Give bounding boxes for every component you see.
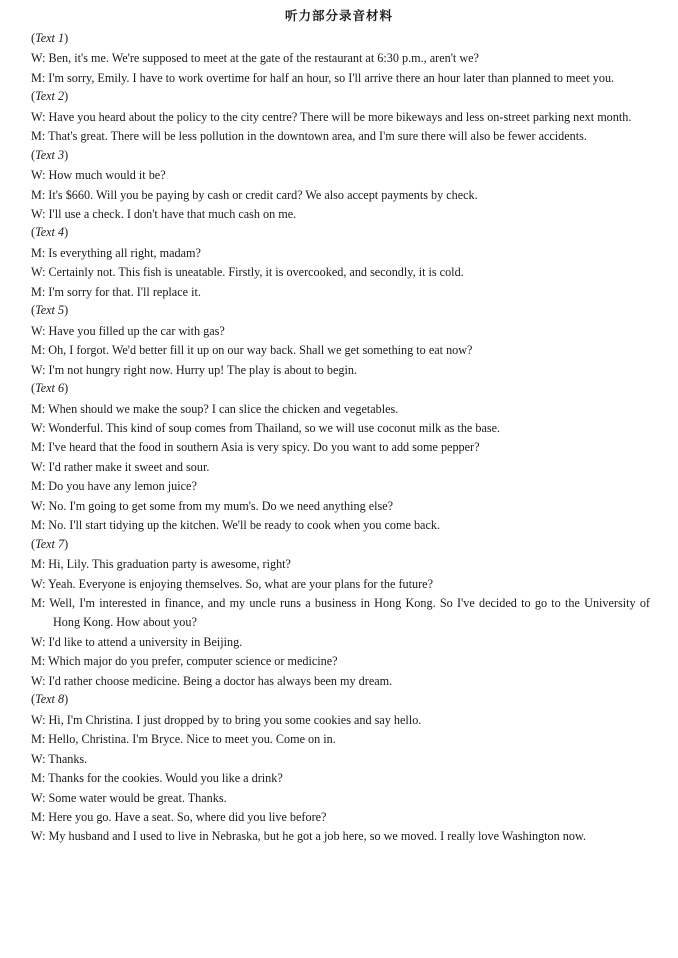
dialogue-text: I'll use a check. I don't have that much cash on me.: [48, 207, 297, 222]
text-section: [31, 536, 650, 692]
dialogue-text: I'm sorry, Emily. I have to work overtime for half an hour, so I'll arrive there an hour later than planned to meet you.: [48, 70, 615, 85]
dialogue-line: W: Have you filled up the car with gas?: [31, 323, 225, 338]
heading-close-paren: ): [64, 303, 69, 318]
speaker-label: W: [31, 323, 43, 338]
dialogue-text: I'd rather make it sweet and sour.: [48, 459, 210, 474]
heading-label: Text 3: [35, 147, 65, 162]
speaker-label: W: [31, 576, 43, 591]
dialogue-line: M: Thanks for the cookies. Would you like a drink?: [31, 771, 283, 786]
speaker-label: M: [31, 771, 42, 786]
heading-open-paren: (: [31, 31, 36, 45]
heading-open-paren: (: [31, 225, 36, 240]
dialogue-line: W: Hi, I'm Christina. I just dropped by to bring you some cookies and say hello.: [31, 712, 422, 727]
heading-close-paren: ): [64, 225, 69, 240]
dialogue-text: No. I'm going to get some from my mum's. Do we need anything else?: [48, 498, 394, 513]
dialogue-text: Thanks.: [48, 751, 88, 766]
dialogue-line: M: Oh, I forgot. We'd better fill it up on our way back. Shall we get something to eat now?: [31, 343, 473, 358]
dialogue-text: Have you filled up the car with gas?: [48, 323, 225, 338]
dialogue-text: I've heard that the food in southern Asia is very spicy. Do you want to add some pepper?: [48, 440, 480, 455]
speaker-label: W: [31, 168, 43, 183]
dialogue-line: W: Have you heard about the policy to the city centre? There will be more bikeways and less on-street parking next month.: [31, 109, 632, 124]
dialogue-text: Hello, Christina. I'm Bryce. Nice to meet you. Come on in.: [48, 732, 336, 747]
dialogue-text: I'd like to attend a university in Beijing.: [48, 634, 243, 649]
dialogue-text: Is everything all right, madam?: [48, 245, 201, 260]
dialogue-line: W: Wonderful. This kind of soup comes from Thailand, so we will use coconut milk as the base.: [31, 420, 501, 435]
text-heading: [31, 88, 650, 107]
dialogue-line: W: Thanks.: [31, 751, 88, 766]
dialogue-text: Well, I'm interested in finance, and my uncle runs a business in Hong Kong. So I've decided to go to the University of Hong Kong. How about you?: [49, 596, 650, 630]
dialogue-line: M: Which major do you prefer, computer science or medicine?: [31, 654, 338, 669]
speaker-label: M: [31, 401, 42, 416]
dialogue-line: M: When should we make the soup? I can slice the chicken and vegetables.: [31, 401, 399, 416]
heading-label: Text 7: [35, 536, 65, 551]
dialogue-text: Ben, it's me. We're supposed to meet at the gate of the restaurant at 6:30 p.m., aren't we?: [48, 51, 479, 66]
dialogue-text: Thanks for the cookies. Would you like a drink?: [48, 771, 283, 786]
page-title: 听力部分录音材料: [284, 8, 393, 23]
dialogue-text: How much would it be?: [48, 168, 166, 183]
dialogue-line: W: I'd like to attend a university in Beijing.: [31, 634, 243, 649]
text-heading: [31, 380, 650, 399]
dialogue-line: M: It's $660. Will you be paying by cash or credit card? We also accept payments by check.: [31, 187, 478, 202]
text-heading: [31, 691, 650, 710]
dialogue-line: M: Here you go. Have a seat. So, where did you live before?: [31, 810, 327, 824]
dialogue-text: It's $660. Will you be paying by cash or credit card? We also accept payments by check.: [48, 187, 478, 202]
text-heading: [31, 147, 650, 166]
text-section: [31, 88, 650, 146]
speaker-label: W: [31, 790, 43, 805]
speaker-label: M: [31, 557, 42, 572]
heading-label: Text 1: [35, 31, 65, 45]
text-section: [31, 147, 650, 225]
dialogue-text: Some water would be great. Thanks.: [48, 790, 227, 805]
text-section: [31, 380, 650, 536]
dialogue-line: M: That's great. There will be less pollution in the downtown area, and I'm sure there will also be fewer accidents.: [31, 129, 587, 144]
heading-open-paren: (: [31, 381, 36, 396]
text-heading: [31, 536, 650, 555]
speaker-label: W: [31, 634, 43, 649]
heading-open-paren: (: [31, 303, 36, 318]
text-heading: [31, 302, 650, 321]
dialogue-line: M: No. I'll start tidying up the kitchen. We'll be ready to cook when you come back.: [31, 518, 441, 533]
dialogue-text: I'm sorry for that. I'll replace it.: [48, 284, 201, 299]
dialogue-line: W: Ben, it's me. We're supposed to meet at the gate of the restaurant at 6:30 p.m., aren't we?: [31, 51, 479, 66]
dialogue-text: Wonderful. This kind of soup comes from Thailand, so we will use coconut milk as the base.: [48, 420, 501, 435]
dialogue-line: W: I'd rather choose medicine. Being a doctor has always been my dream.: [31, 673, 393, 688]
dialogue-text: I'd rather choose medicine. Being a doctor has always been my dream.: [48, 673, 393, 688]
heading-open-paren: (: [31, 692, 36, 707]
speaker-label: M: [31, 284, 42, 299]
heading-close-paren: ): [64, 381, 69, 396]
speaker-label: W: [31, 829, 43, 844]
dialogue-text: Have you heard about the policy to the city centre? There will be more bikeways and less on-street parking next month.: [48, 109, 632, 124]
speaker-label: M: [31, 129, 42, 144]
dialogue-text: Here you go. Have a seat. So, where did you live before?: [48, 810, 327, 824]
dialogue-text: Certainly not. This fish is uneatable. Firstly, it is overcooked, and secondly, it is cold.: [48, 265, 464, 280]
speaker-label: W: [31, 498, 43, 513]
speaker-label: M: [31, 187, 42, 202]
dialogue-text: Do you have any lemon juice?: [48, 479, 197, 494]
speaker-label: W: [31, 207, 43, 222]
heading-label: Text 6: [35, 381, 65, 396]
text-heading: [31, 224, 650, 243]
speaker-label: M: [31, 343, 42, 358]
dialogue-line: W: Yeah. Everyone is enjoying themselves. So, what are your plans for the future?: [31, 576, 433, 591]
dialogue-line: W: I'd rather make it sweet and sour.: [31, 459, 210, 474]
heading-open-paren: (: [31, 147, 36, 162]
text-section: [31, 691, 650, 847]
speaker-label: M: [31, 70, 42, 85]
dialogue-line: M: I'm sorry, Emily. I have to work overtime for half an hour, so I'll arrive there an hour later than planned to meet you.: [31, 70, 615, 85]
speaker-label: W: [31, 712, 43, 727]
dialogue-text: I'm not hungry right now. Hurry up! The play is about to begin.: [48, 362, 358, 377]
heading-label: Text 2: [35, 89, 65, 104]
dialogue-line: M: Well, I'm interested in finance, and my uncle runs a business in Hong Kong. So I've decided to go to the University of Hong Kong. How about you?: [31, 596, 650, 630]
dialogue-line: W: I'll use a check. I don't have that much cash on me.: [31, 207, 297, 222]
text-section: [31, 302, 650, 380]
dialogue-line: M: Hi, Lily. This graduation party is awesome, right?: [31, 557, 291, 572]
dialogue-line: M: Hello, Christina. I'm Bryce. Nice to meet you. Come on in.: [31, 732, 336, 747]
speaker-label: W: [31, 751, 43, 766]
speaker-label: M: [31, 810, 42, 824]
dialogue-text: Which major do you prefer, computer science or medicine?: [48, 654, 338, 669]
dialogue-text: Yeah. Everyone is enjoying themselves. So, what are your plans for the future?: [48, 576, 433, 591]
text-section: [31, 224, 650, 302]
heading-close-paren: ): [64, 31, 69, 45]
speaker-label: M: [31, 440, 42, 455]
dialogue-line: M: Do you have any lemon juice?: [31, 479, 197, 494]
dialogue-text: Hi, I'm Christina. I just dropped by to bring you some cookies and say hello.: [48, 712, 422, 727]
heading-open-paren: (: [31, 536, 36, 551]
speaker-label: W: [31, 459, 43, 474]
speaker-label: W: [31, 673, 43, 688]
speaker-label: W: [31, 362, 43, 377]
speaker-label: W: [31, 265, 43, 280]
speaker-label: M: [31, 596, 42, 611]
dialogue-text: Oh, I forgot. We'd better fill it up on our way back. Shall we get something to eat now?: [48, 343, 473, 358]
transcript-body: [31, 30, 650, 847]
dialogue-line: W: My husband and I used to live in Nebraska, but he got a job here, so we moved. I really love Washington now.: [31, 829, 587, 844]
heading-close-paren: ): [64, 89, 69, 104]
speaker-label: M: [31, 479, 42, 494]
heading-close-paren: ): [64, 536, 69, 551]
speaker-label: W: [31, 109, 43, 124]
dialogue-line: M: Is everything all right, madam?: [31, 245, 201, 260]
speaker-label: M: [31, 654, 42, 669]
dialogue-line: W: No. I'm going to get some from my mum's. Do we need anything else?: [31, 498, 394, 513]
dialogue-text: No. I'll start tidying up the kitchen. We'll be ready to cook when you come back.: [48, 518, 441, 533]
heading-label: Text 8: [35, 692, 65, 707]
speaker-label: M: [31, 245, 42, 260]
speaker-label: M: [31, 518, 42, 533]
dialogue-line: M: I'm sorry for that. I'll replace it.: [31, 284, 201, 299]
dialogue-line: W: I'm not hungry right now. Hurry up! The play is about to begin.: [31, 362, 358, 377]
speaker-label: W: [31, 51, 43, 66]
dialogue-line: W: Some water would be great. Thanks.: [31, 790, 227, 805]
speaker-label: M: [31, 732, 42, 747]
dialogue-line: M: I've heard that the food in southern Asia is very spicy. Do you want to add some pepper?: [31, 440, 480, 455]
dialogue-text: My husband and I used to live in Nebraska, but he got a job here, so we moved. I really love Washington now.: [48, 829, 587, 844]
speaker-label: W: [31, 420, 43, 435]
heading-close-paren: ): [64, 692, 69, 707]
heading-close-paren: ): [64, 147, 69, 162]
heading-label: Text 5: [35, 303, 65, 318]
dialogue-line: W: How much would it be?: [31, 168, 166, 183]
heading-label: Text 4: [35, 225, 65, 240]
dialogue-line: W: Certainly not. This fish is uneatable. Firstly, it is overcooked, and secondly, it is cold.: [31, 265, 464, 280]
text-heading: [31, 30, 650, 49]
text-section: [31, 30, 650, 88]
dialogue-text: When should we make the soup? I can slice the chicken and vegetables.: [48, 401, 399, 416]
dialogue-text: Hi, Lily. This graduation party is awesome, right?: [48, 557, 291, 572]
dialogue-text: That's great. There will be less pollution in the downtown area, and I'm sure there will also be fewer accidents.: [48, 129, 587, 144]
heading-open-paren: (: [31, 89, 36, 104]
